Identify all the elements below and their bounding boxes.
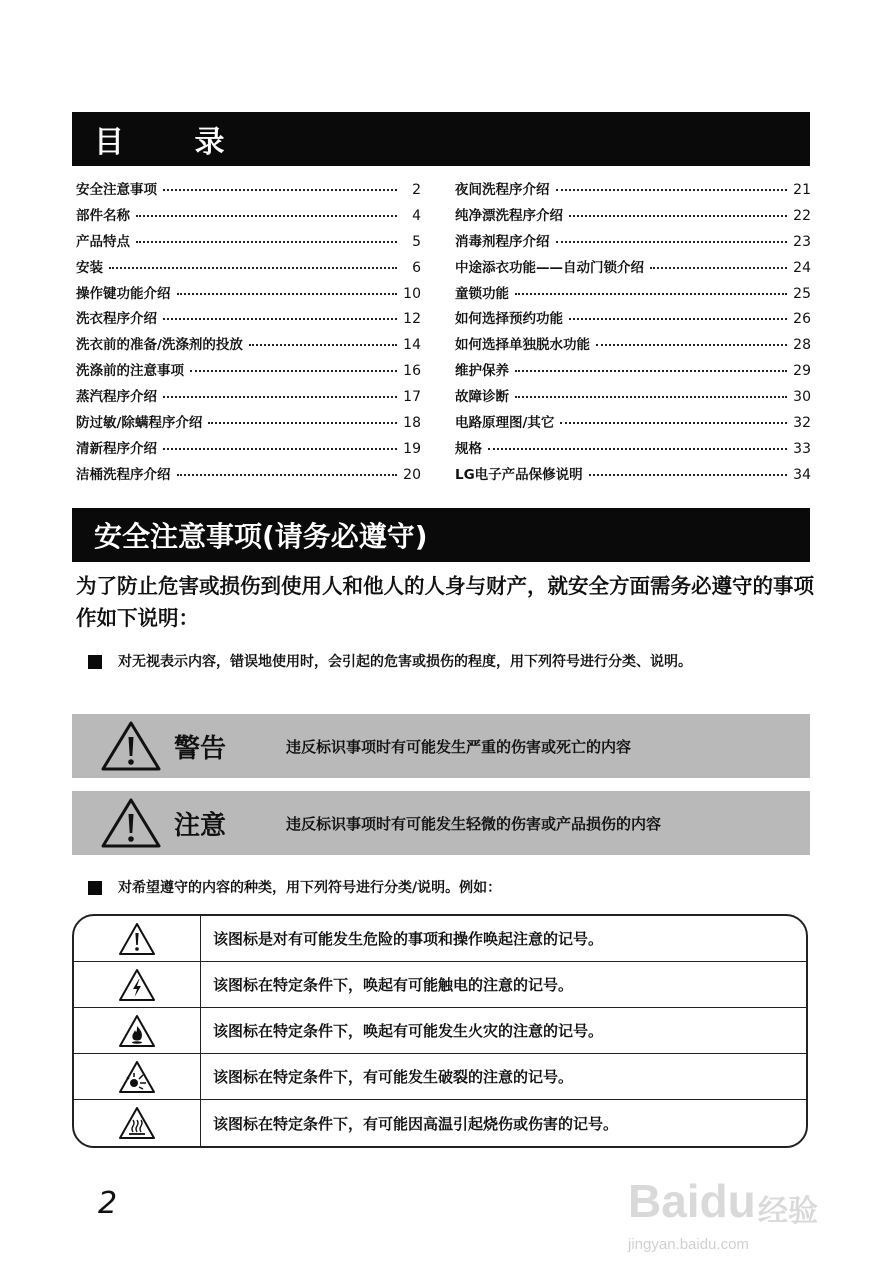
toc-entry-page: 24: [793, 259, 811, 276]
toc-dot-leader: [569, 215, 787, 217]
caution-label: 注意: [174, 810, 227, 841]
toc-entry: [455, 178, 811, 204]
toc-entry-label: 安全注意事项: [76, 182, 157, 198]
toc-entry: [455, 333, 811, 359]
safety-title-bar: [72, 508, 810, 562]
toc-entry-label: 消毒剂程序介绍: [455, 233, 550, 250]
toc-entry: [76, 282, 421, 308]
table-row: 该图标在特定条件下，有可能因高温引起烧伤或伤害的记号。: [74, 1100, 806, 1146]
safety-title: 安全注意事项(请务必遵守): [94, 520, 428, 553]
toc-entry-page: 30: [793, 389, 811, 406]
toc-entry-label: LG电子产品保修说明: [455, 466, 583, 483]
toc-entry-page: 12: [403, 311, 421, 328]
toc-dot-leader: [190, 370, 397, 372]
toc-entry-label: 纯净漂洗程序介绍: [455, 207, 563, 224]
toc-entry-label: 如何选择单独脱水功能: [455, 337, 590, 354]
toc-entry-label: 防过敏/除螨程序介绍: [76, 415, 203, 432]
toc-entry-label: 维护保养: [455, 363, 509, 380]
toc-dot-leader: [589, 474, 787, 476]
toc-entry-label: 部件名称: [76, 207, 130, 224]
toc-entry-page: 10: [403, 285, 421, 302]
note-symbol-classification: 对希望遵守的内容的种类，用下列符号进行分类/说明。例如：: [88, 876, 818, 900]
toc-entry-page: 28: [793, 337, 811, 354]
toc-dot-leader: [163, 318, 397, 320]
toc-entry-label: 如何选择预约功能: [455, 311, 563, 328]
toc-right-column: [455, 178, 811, 489]
toc-dot-leader: [109, 267, 397, 269]
caution-description: 违反标识事项时有可能发生轻微的伤害或产品损伤的内容: [286, 814, 662, 833]
toc-dot-leader: [515, 396, 787, 398]
toc-dot-leader: [163, 189, 397, 191]
toc-entry-label: 故障诊断: [455, 389, 509, 406]
toc-entry-label: 中途添衣功能——自动门锁介绍: [455, 259, 644, 276]
table-row: 该图标在特定条件下，唤起有可能发生火灾的注意的记号。: [74, 1008, 806, 1054]
toc-entry-page: 20: [403, 466, 421, 483]
toc-dot-leader: [208, 422, 397, 424]
hot-surface-icon: [118, 1106, 156, 1140]
toc-dot-leader: [515, 293, 787, 295]
note-level-classification: 对无视表示内容，错误地使用时，会引起的危害或损伤的程度，用下列符号进行分类、说明。: [88, 650, 818, 674]
warning-description: 违反标识事项时有可能发生严重的伤害或死亡的内容: [286, 737, 632, 756]
toc-dot-leader: [136, 241, 397, 243]
caution-icon: [100, 797, 162, 849]
warning-icon: [100, 720, 162, 772]
toc-entry-label: 蒸汽程序介绍: [76, 389, 157, 406]
toc-entry-page: 17: [403, 389, 421, 406]
toc-title: 目 录: [94, 125, 255, 160]
toc-entry-page: 6: [412, 259, 421, 276]
toc-entry: [455, 359, 811, 385]
toc-entry: [76, 307, 421, 333]
table-row: 该图标是对有可能发生危险的事项和操作唤起注意的记号。: [74, 916, 806, 962]
toc-entry: [76, 437, 421, 463]
toc-entry-label: 洗衣程序介绍: [76, 311, 157, 328]
warning-label: 警告: [174, 733, 227, 764]
explosion-icon: [118, 1060, 156, 1094]
toc-entry-label: 电路原理图/其它: [455, 415, 555, 432]
toc-entry-page: 19: [403, 440, 421, 457]
toc-entry-label: 夜间洗程序介绍: [455, 182, 550, 198]
toc-entry-page: 26: [793, 311, 811, 328]
toc-entry: [76, 411, 421, 437]
toc-dot-leader: [488, 448, 787, 450]
toc-entry: [455, 204, 811, 230]
toc-dot-leader: [249, 344, 397, 346]
toc-entry: [455, 411, 811, 437]
toc-entry-page: 21: [793, 182, 811, 198]
toc-entry: [455, 230, 811, 256]
toc-entry: [76, 385, 421, 411]
watermark-brand: Baidu: [628, 1175, 756, 1227]
page-number: 2: [98, 1186, 118, 1221]
toc-entry: [76, 230, 421, 256]
fire-icon: [118, 1014, 156, 1048]
table-row: 该图标在特定条件下，有可能发生破裂的注意的记号。: [74, 1054, 806, 1100]
toc-entry-page: 14: [403, 337, 421, 354]
toc-entry: [76, 333, 421, 359]
toc-entry-page: 33: [793, 440, 811, 457]
watermark-sub: 经验: [758, 1194, 818, 1229]
baidu-watermark: [600, 1148, 840, 1268]
toc-entry-page: 18: [403, 415, 421, 432]
toc-entry-page: 23: [793, 233, 811, 250]
toc-dot-leader: [560, 422, 787, 424]
warning-icon: [118, 922, 156, 956]
toc-dot-leader: [136, 215, 397, 217]
toc-entry: [455, 463, 811, 489]
toc-dot-leader: [556, 241, 788, 243]
toc-dot-leader: [177, 474, 398, 476]
toc-entry-label: 安装: [76, 259, 103, 276]
symbol-table: [72, 914, 808, 1148]
toc-dot-leader: [163, 448, 397, 450]
toc-entry: [76, 463, 421, 489]
toc-entry: [76, 178, 421, 204]
toc-entry-label: 洗涤前的注意事项: [76, 363, 184, 380]
toc-dot-leader: [556, 189, 788, 191]
toc-entry-page: 29: [793, 363, 811, 380]
bullet-square: [88, 655, 102, 669]
toc-entry-page: 4: [412, 207, 421, 224]
toc-entry: [455, 256, 811, 282]
caution-level-box: [72, 791, 810, 855]
toc-dot-leader: [650, 267, 787, 269]
toc-entry: [455, 437, 811, 463]
toc-entry-page: 34: [793, 466, 811, 483]
electric-shock-icon: [118, 968, 156, 1002]
warning-level-box: [72, 714, 810, 778]
toc-entry: [76, 204, 421, 230]
toc-entry-page: 16: [403, 363, 421, 380]
toc-entry-label: 洗衣前的准备/洗涤剂的投放: [76, 337, 243, 354]
toc-entry-page: 25: [793, 285, 811, 302]
toc-dot-leader: [515, 370, 787, 372]
toc-entry-label: 规格: [455, 440, 482, 457]
watermark-url: jingyan.baidu.com: [628, 1236, 749, 1253]
toc-dot-leader: [177, 293, 398, 295]
toc-entry-label: 童锁功能: [455, 285, 509, 302]
toc-dot-leader: [163, 396, 397, 398]
toc-entry-page: 22: [793, 207, 811, 224]
toc-left-column: [76, 178, 421, 489]
table-row: 该图标在特定条件下，唤起有可能触电的注意的记号。: [74, 962, 806, 1008]
toc-entry-page: 5: [412, 233, 421, 250]
toc-title-bar: [72, 112, 810, 166]
safety-intro: 为了防止危害或损伤到使用人和他人的人身与财产，就安全方面需务必遵守的事项作如下说明：: [76, 574, 814, 630]
toc-entry-label: 洁桶洗程序介绍: [76, 466, 171, 483]
bullet-square: [88, 881, 102, 895]
toc-entry-page: 32: [793, 415, 811, 432]
toc-entry-label: 操作键功能介绍: [76, 285, 171, 302]
toc-entry: [455, 307, 811, 333]
toc-entry: [455, 385, 811, 411]
toc-entry-page: 2: [412, 182, 421, 198]
toc-dot-leader: [596, 344, 787, 346]
toc-entry: [76, 256, 421, 282]
toc-entry: [76, 359, 421, 385]
toc-dot-leader: [569, 318, 787, 320]
toc-entry: [455, 282, 811, 308]
toc-entry-label: 清新程序介绍: [76, 440, 157, 457]
toc-entry-label: 产品特点: [76, 233, 130, 250]
